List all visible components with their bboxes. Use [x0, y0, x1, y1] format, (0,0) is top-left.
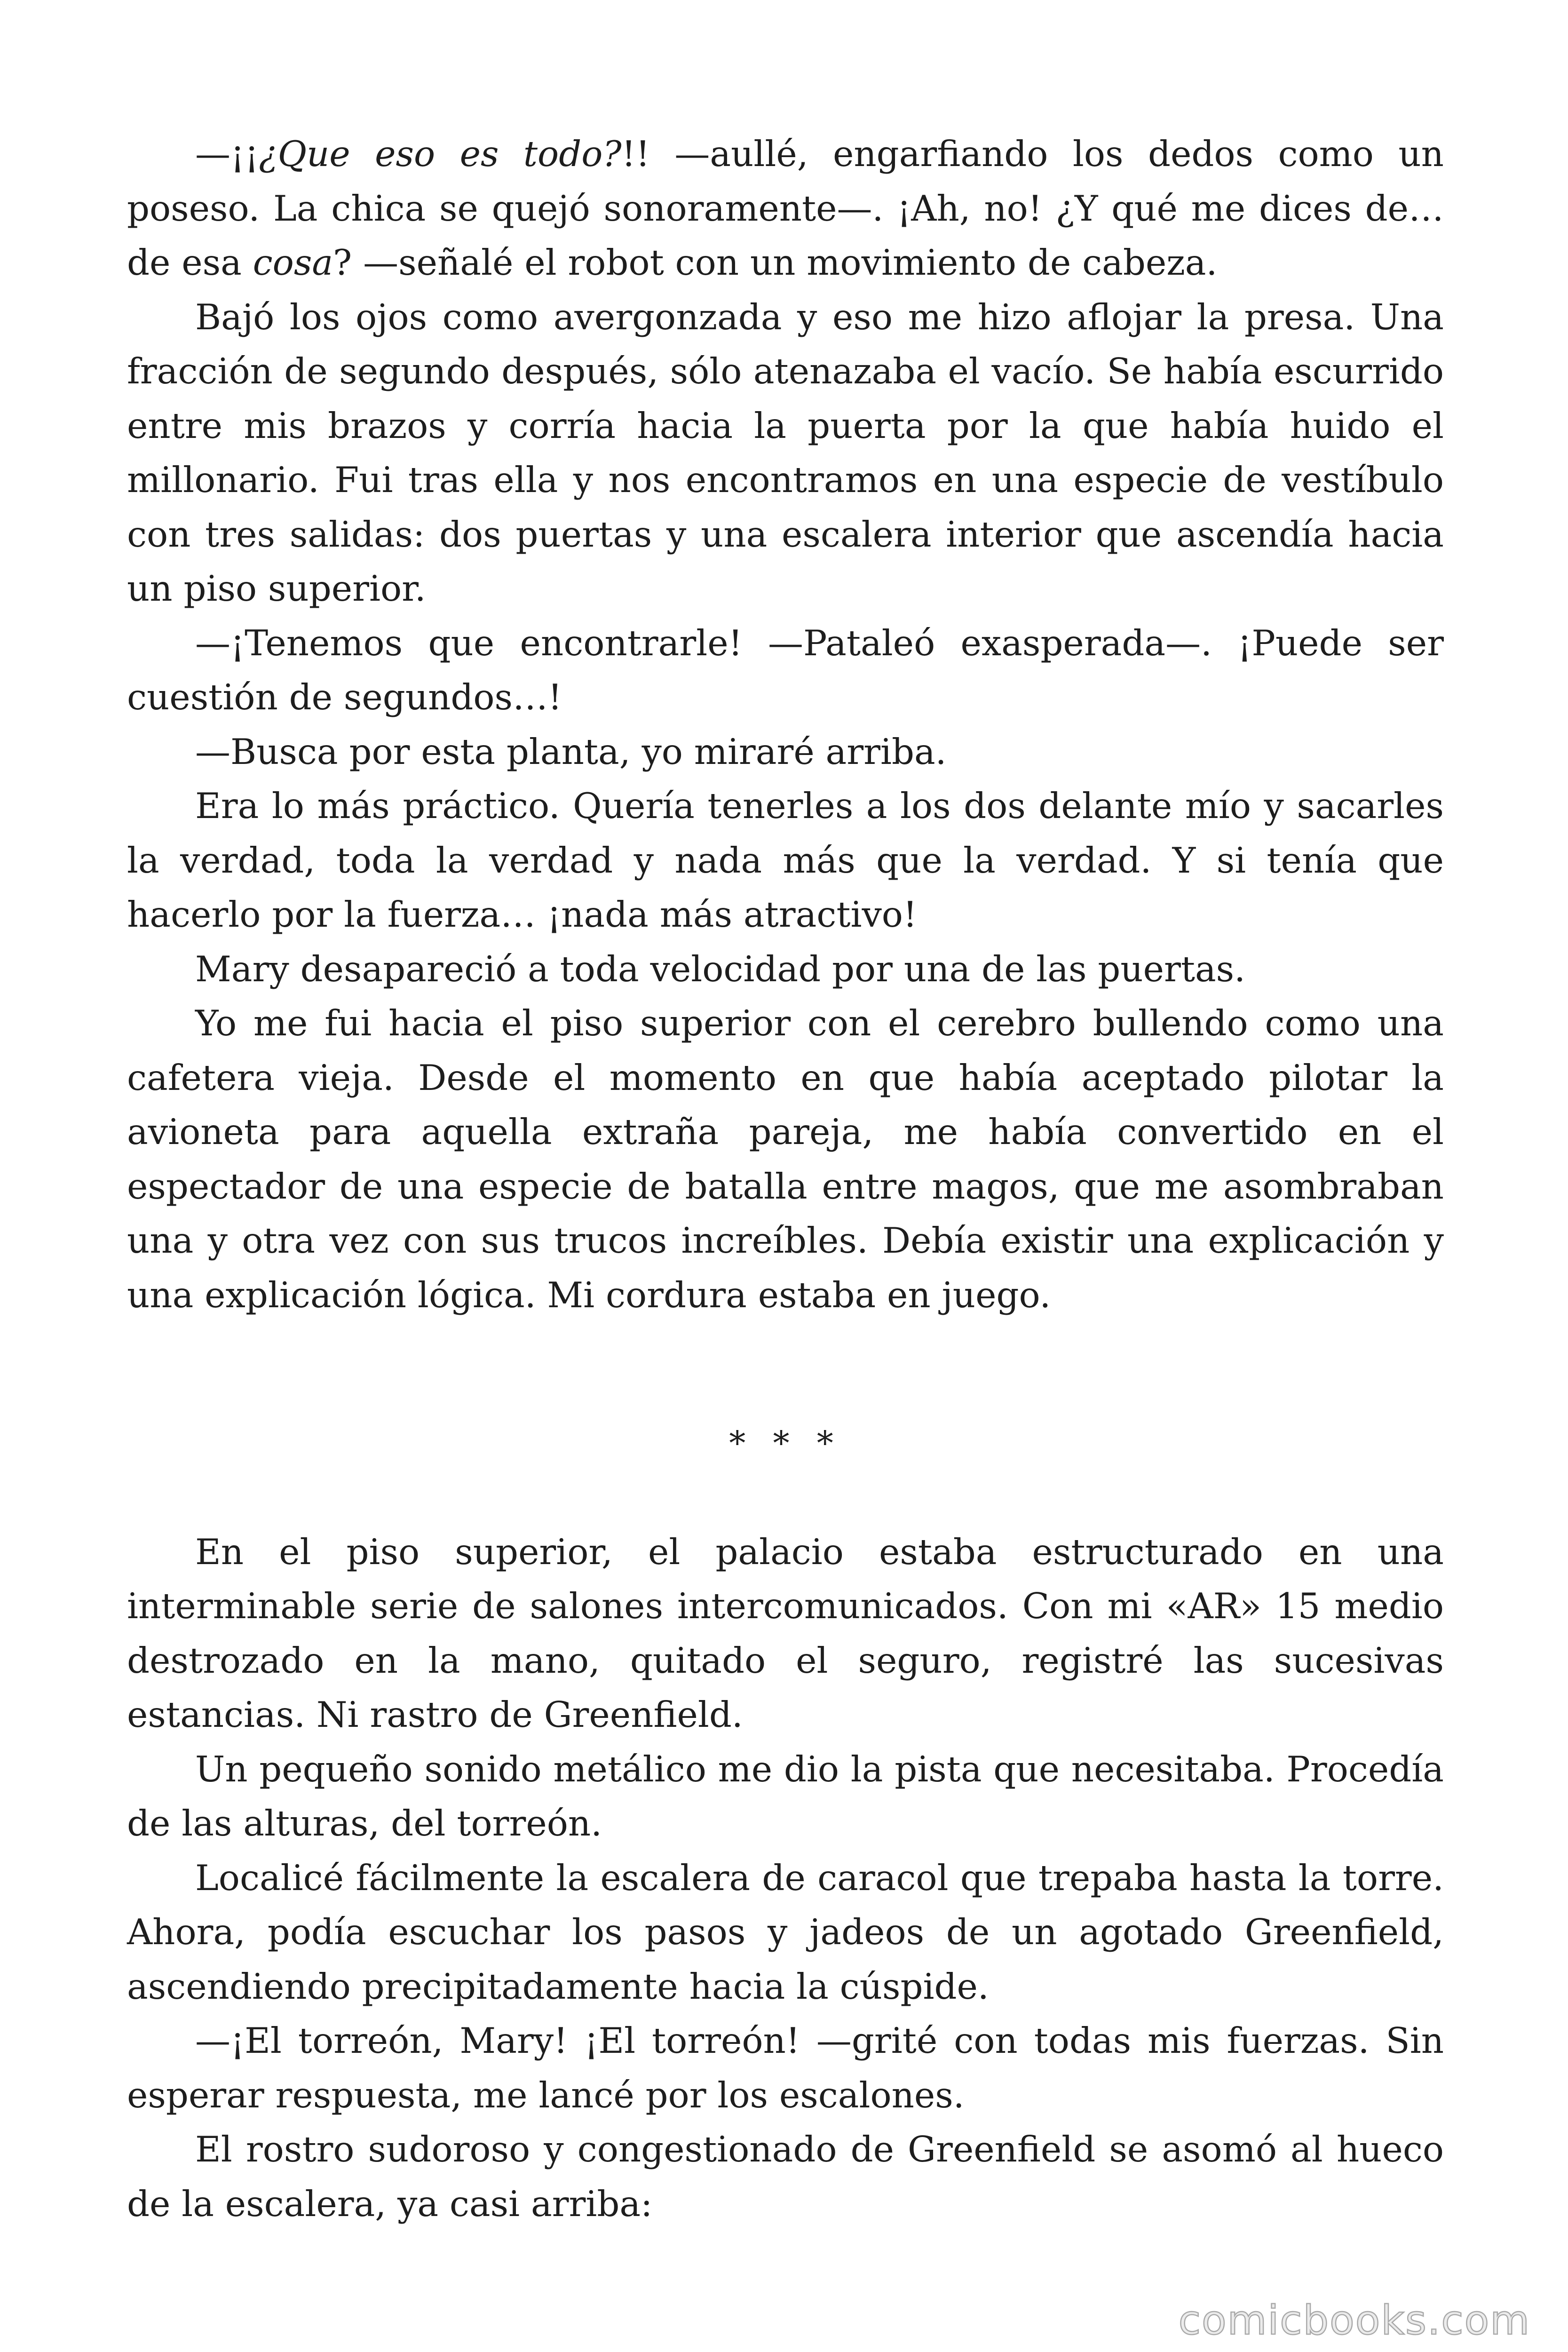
- paragraph: [127, 725, 1444, 779]
- paragraph: [127, 1851, 1444, 2014]
- italic-text: cosa: [253, 242, 333, 283]
- italic-text: ¿Que eso es todo?: [259, 133, 622, 175]
- text-run: —¡¡: [195, 133, 259, 175]
- text-run: Yo me fui hacia el piso superior con el cerebro bullendo como una cafetera vieja. Desde el momento en que había aceptado pilotar la avioneta para aquella extraña pareja, me había convertido en el espectador de una especie de batalla entre magos, que me asombraban una y otra vez con sus trucos increíbles. Debía existir una explicación y una explicación lógica. Mi cordura estaba en juego.: [127, 1002, 1444, 1316]
- paragraph: [127, 779, 1444, 942]
- text-run: —¡Tenemos que encontrarle! —Pataleó exasperada—. ¡Puede ser cuestión de segundos…!: [127, 622, 1444, 718]
- text-run: !! —aullé, engarfiando los dedos como un poseso. La chica se quejó sonoramente—. ¡Ah, no! ¿Y qué me dices de… de esa: [127, 133, 1444, 283]
- text-run: En el piso superior, el palacio estaba estructurado en una interminable serie de salones intercomunicados. Con mi «AR» 15 medio destrozado en la mano, quitado el seguro, registré las sucesivas estancias. Ni rastro de Greenfield.: [127, 1531, 1444, 1735]
- paragraph: [127, 290, 1444, 616]
- text-run: Localicé fácilmente la escalera de caracol que trepaba hasta la torre. Ahora, podía escuchar los pasos y jadeos de un agotado Greenfield, ascendiendo precipitadamente hacia la cúspide.: [127, 1857, 1444, 2007]
- text-run: Mary desapareció a toda velocidad por una de las puertas.: [195, 948, 1246, 990]
- text-run: —Busca por esta planta, yo miraré arriba.: [195, 731, 947, 772]
- paragraph: [127, 2014, 1444, 2122]
- text-run: ? —señalé el robot con un movimiento de cabeza.: [333, 242, 1218, 283]
- text-run: —¡El torreón, Mary! ¡El torreón! —grité con todas mis fuerzas. Sin esperar respuesta, me lancé por los escalones.: [127, 2020, 1444, 2116]
- text-run: Era lo más práctico. Quería tenerles a los dos delante mío y sacarles la verdad, toda la verdad y nada más que la verdad. Y si tenía que hacerlo por la fuerza… ¡nada más atractivo!: [127, 785, 1444, 935]
- paragraph: [127, 1742, 1444, 1851]
- text-run: Bajó los ojos como avergonzada y eso me hizo aflojar la presa. Una fracción de segundo después, sólo atenazaba el vacío. Se había escurrido entre mis brazos y corría hacia la puerta por la que había huido el millonario. Fui tras ella y nos encontramos en una especie de vestíbulo con tres salidas: dos puertas y una escalera interior que ascendía hacia un piso superior.: [127, 296, 1444, 609]
- paragraph: [127, 127, 1444, 290]
- text-section-before-break: [127, 127, 1444, 1322]
- paragraph: [127, 996, 1444, 1322]
- book-page: [127, 127, 1444, 2231]
- watermark-logo: comicbooks.com: [1178, 2297, 1530, 2344]
- paragraph: [127, 942, 1444, 997]
- paragraph: [127, 1525, 1444, 1742]
- text-run: Un pequeño sonido metálico me dio la pista que necesitaba. Procedía de las alturas, del torreón.: [127, 1748, 1444, 1844]
- text-run: El rostro sudoroso y congestionado de Greenfield se asomó al hueco de la escalera, ya casi arriba:: [127, 2129, 1444, 2225]
- section-break-asterisks: * * *: [729, 1424, 842, 1462]
- paragraph: [127, 616, 1444, 725]
- text-section-after-break: [127, 1525, 1444, 2232]
- paragraph: [127, 2122, 1444, 2231]
